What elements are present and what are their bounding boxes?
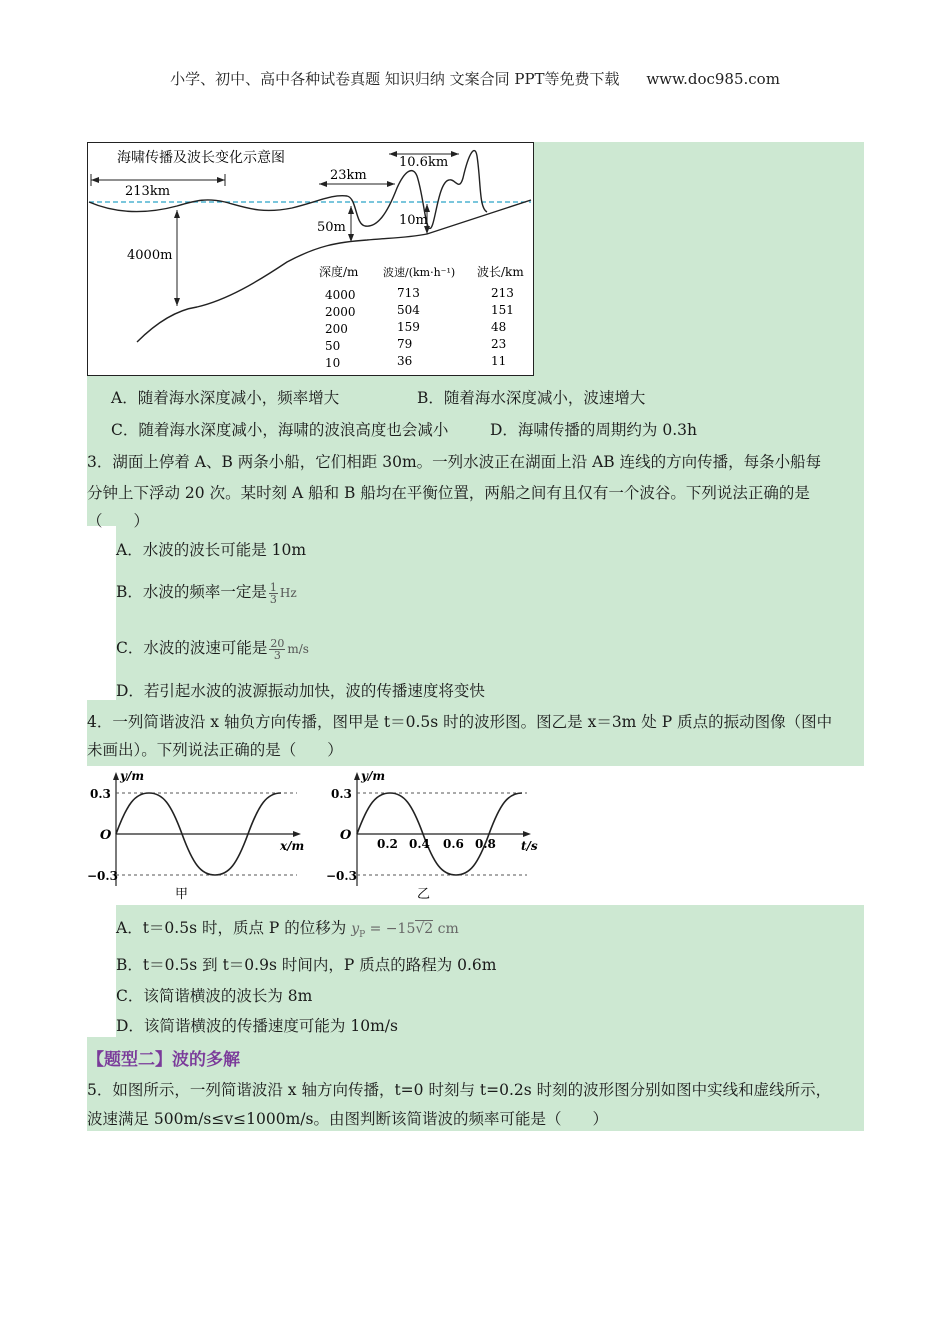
q3-option-d[interactable]: D．若引起水波的波源振动加快，波的传播速度将变快 [116, 682, 485, 700]
tsunami-diagram [87, 142, 534, 376]
label-10-6km: 10.6km [399, 155, 449, 170]
q2-option-c[interactable]: C．随着海水深度减小，海啸的波浪高度也会减小 [111, 421, 449, 439]
table-header-cell: 波速/(km·h⁻¹) [383, 266, 456, 279]
svg-text:乙: 乙 [417, 887, 431, 902]
q3-option-a[interactable]: A．水波的波长可能是 10m [116, 541, 307, 559]
diagram-title: 海啸传播及波长变化示意图 [117, 150, 285, 166]
table-cell: 36 [397, 354, 413, 368]
q4-option-a-text: A．t＝0.5s 时，质点 P 的位移为 [116, 919, 347, 937]
table-header-cell: 波长/km [477, 265, 524, 279]
svg-text:0.2: 0.2 [377, 837, 398, 851]
q3-stem-line3: （ ） [87, 512, 150, 530]
label-23km: 23km [330, 168, 367, 183]
page-header [0, 68, 950, 89]
q5-stem-line1: 5．如图所示，一列简谐波沿 x 轴方向传播，t=0 时刻与 t=0.2s 时刻的波形图分别如图中实线和虚线所示， [87, 1081, 832, 1099]
header-text: 小学、初中、高中各种试卷真题 知识归纳 文案合同 PPT等免费下载 [170, 70, 620, 88]
svg-text:O: O [100, 828, 112, 843]
q3-option-b-text: B．水波的频率一定是 [116, 583, 267, 601]
q4-option-c[interactable]: C．该简谐横波的波长为 8m [116, 987, 313, 1005]
q2-option-d[interactable]: D．海啸传播的周期约为 0.3h [490, 421, 697, 439]
table-cell: 713 [397, 286, 420, 300]
label-10m: 10m [399, 213, 428, 228]
fraction-one-third: $\frac{1}{3}$ [269, 580, 277, 606]
q5-stem-line2: 波速满足 500m/s≤v≤1000m/s。由图判断该简谐波的频率可能是（ ） [87, 1110, 608, 1128]
table-cell: 79 [397, 337, 413, 351]
svg-text:O: O [340, 828, 352, 843]
label-50m: 50m [317, 220, 346, 235]
q4-option-a[interactable] [116, 917, 459, 946]
table-cell: 213 [491, 286, 514, 300]
table-cell: 151 [491, 303, 514, 317]
unit-ms: m/s [287, 642, 309, 656]
svg-text:0.8: 0.8 [475, 837, 496, 851]
table-cell: 504 [397, 303, 420, 317]
table-cell: 200 [325, 322, 348, 336]
svg-text:y/m: y/m [361, 769, 386, 783]
q2-option-a[interactable]: A．随着海水深度减小，频率增大 [111, 389, 340, 407]
svg-text:−0.3: −0.3 [326, 869, 357, 883]
section-heading: 【题型二】波的多解 [87, 1050, 240, 1070]
table-cell: 2000 [325, 305, 356, 319]
svg-text:0.4: 0.4 [409, 837, 430, 851]
svg-text:−0.3: −0.3 [87, 869, 118, 883]
q3-option-c-text: C．水波的波速可能是 [116, 639, 268, 657]
q2-option-b[interactable]: B．随着海水深度减小，波速增大 [417, 389, 646, 407]
table-cell: 11 [491, 354, 507, 368]
svg-text:t/s: t/s [521, 839, 538, 853]
q4-stem-line1: 4．一列简谐波沿 x 轴负方向传播，图甲是 t＝0.5s 时的波形图。图乙是 x＝3m 处 P 质点的振动图像（图中 [87, 713, 833, 731]
q3-option-b[interactable] [116, 581, 297, 605]
table-cell: 4000 [325, 288, 356, 302]
header-url[interactable]: www.doc985.com [646, 70, 780, 88]
label-213km: 213km [125, 184, 171, 199]
q4-stem-line2: 未画出）。下列说法正确的是（ ） [87, 741, 343, 759]
table-cell: 10 [325, 356, 341, 370]
svg-text:y/m: y/m [120, 769, 145, 783]
q4-option-d[interactable]: D．该简谐横波的传播速度可能为 10m/s [116, 1017, 398, 1035]
label-4000m: 4000m [127, 248, 173, 263]
table-cell: 48 [491, 320, 507, 334]
q3-stem-line2: 分钟上下浮动 20 次。某时刻 A 船和 B 船均在平衡位置，两船之间有且仅有一个波谷。下列说法正确的是 [87, 484, 810, 502]
svg-text:甲: 甲 [175, 887, 189, 902]
table-cell: 159 [397, 320, 420, 334]
table-cell: 50 [325, 339, 341, 353]
q3-stem-line1: 3．湖面上停着 A、B 两条小船，它们相距 30m。一列水波正在湖面上沿 AB 连线的方向传播，每条小船每 [87, 453, 822, 471]
table-cell: 23 [491, 337, 507, 351]
svg-text:x/m: x/m [280, 839, 305, 853]
q3-option-c[interactable] [116, 637, 309, 661]
q4-graphs [87, 768, 538, 903]
q4-option-b[interactable]: B．t＝0.5s 到 t＝0.9s 时间内，P 质点的路程为 0.6m [116, 956, 497, 974]
svg-text:0.3: 0.3 [90, 787, 111, 801]
fraction-twenty-thirds: $\frac{20}{3}$ [270, 636, 285, 662]
svg-text:0.6: 0.6 [443, 837, 464, 851]
svg-text:0.3: 0.3 [331, 787, 352, 801]
unit-hz: Hz [279, 586, 297, 600]
displacement-formula: $y_P = -15√2$ cm [351, 921, 459, 940]
table-header-cell: 深度/m [319, 265, 359, 279]
